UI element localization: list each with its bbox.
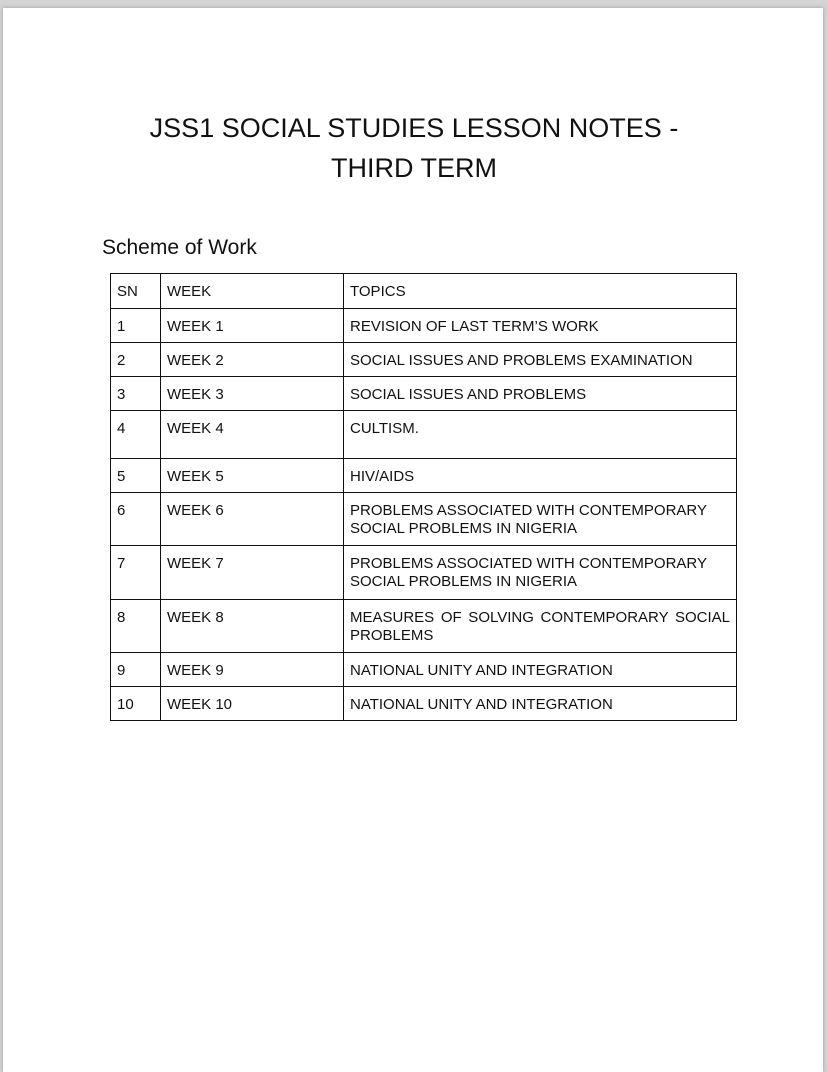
table-row — [111, 377, 737, 411]
cell-sn: 7 — [111, 546, 161, 600]
table-header-row — [111, 274, 737, 309]
cell-topic: HIV/AIDS — [344, 459, 737, 493]
table-row — [111, 653, 737, 687]
cell-topic: REVISION OF LAST TERM’S WORK — [344, 309, 737, 343]
cell-week: WEEK 8 — [161, 600, 344, 653]
title-line-1: JSS1 SOCIAL STUDIES LESSON NOTES - — [149, 113, 679, 143]
cell-topic: SOCIAL ISSUES AND PROBLEMS — [344, 377, 737, 411]
cell-sn: 8 — [111, 600, 161, 653]
cell-week: WEEK 3 — [161, 377, 344, 411]
table-row — [111, 343, 737, 377]
cell-topic: SOCIAL ISSUES AND PROBLEMS EXAMINATION — [344, 343, 737, 377]
cell-sn: 3 — [111, 377, 161, 411]
cell-topic: CULTISM. — [344, 411, 737, 459]
cell-topic: MEASURES OF SOLVING CONTEMPORARY SOCIAL PROBLEMS — [344, 600, 737, 653]
cell-week: WEEK 7 — [161, 546, 344, 600]
header-topics: TOPICS — [344, 274, 737, 309]
table-row — [111, 459, 737, 493]
table-row — [111, 309, 737, 343]
section-heading: Scheme of Work — [102, 236, 257, 259]
cell-week: WEEK 6 — [161, 493, 344, 546]
table-row — [111, 546, 737, 600]
table-row — [111, 600, 737, 653]
cell-sn: 6 — [111, 493, 161, 546]
table-row — [111, 411, 737, 459]
cell-week: WEEK 10 — [161, 687, 344, 721]
cell-sn: 2 — [111, 343, 161, 377]
cell-topic: NATIONAL UNITY AND INTEGRATION — [344, 653, 737, 687]
cell-week: WEEK 1 — [161, 309, 344, 343]
cell-sn: 4 — [111, 411, 161, 459]
title-line-2: THIRD TERM — [331, 153, 497, 183]
cell-sn: 1 — [111, 309, 161, 343]
cell-topic: PROBLEMS ASSOCIATED WITH CONTEMPORARY SOCIAL PROBLEMS IN NIGERIA — [344, 493, 737, 546]
cell-sn: 5 — [111, 459, 161, 493]
cell-sn: 10 — [111, 687, 161, 721]
cell-week: WEEK 5 — [161, 459, 344, 493]
scheme-of-work-table — [110, 273, 737, 721]
cell-week: WEEK 4 — [161, 411, 344, 459]
header-sn: SN — [111, 274, 161, 309]
table-row — [111, 493, 737, 546]
cell-week: WEEK 2 — [161, 343, 344, 377]
cell-topic: NATIONAL UNITY AND INTEGRATION — [344, 687, 737, 721]
page-title — [0, 108, 828, 188]
cell-sn: 9 — [111, 653, 161, 687]
header-week: WEEK — [161, 274, 344, 309]
cell-topic: PROBLEMS ASSOCIATED WITH CONTEMPORARY SOCIAL PROBLEMS IN NIGERIA — [344, 546, 737, 600]
table-row — [111, 687, 737, 721]
cell-week: WEEK 9 — [161, 653, 344, 687]
